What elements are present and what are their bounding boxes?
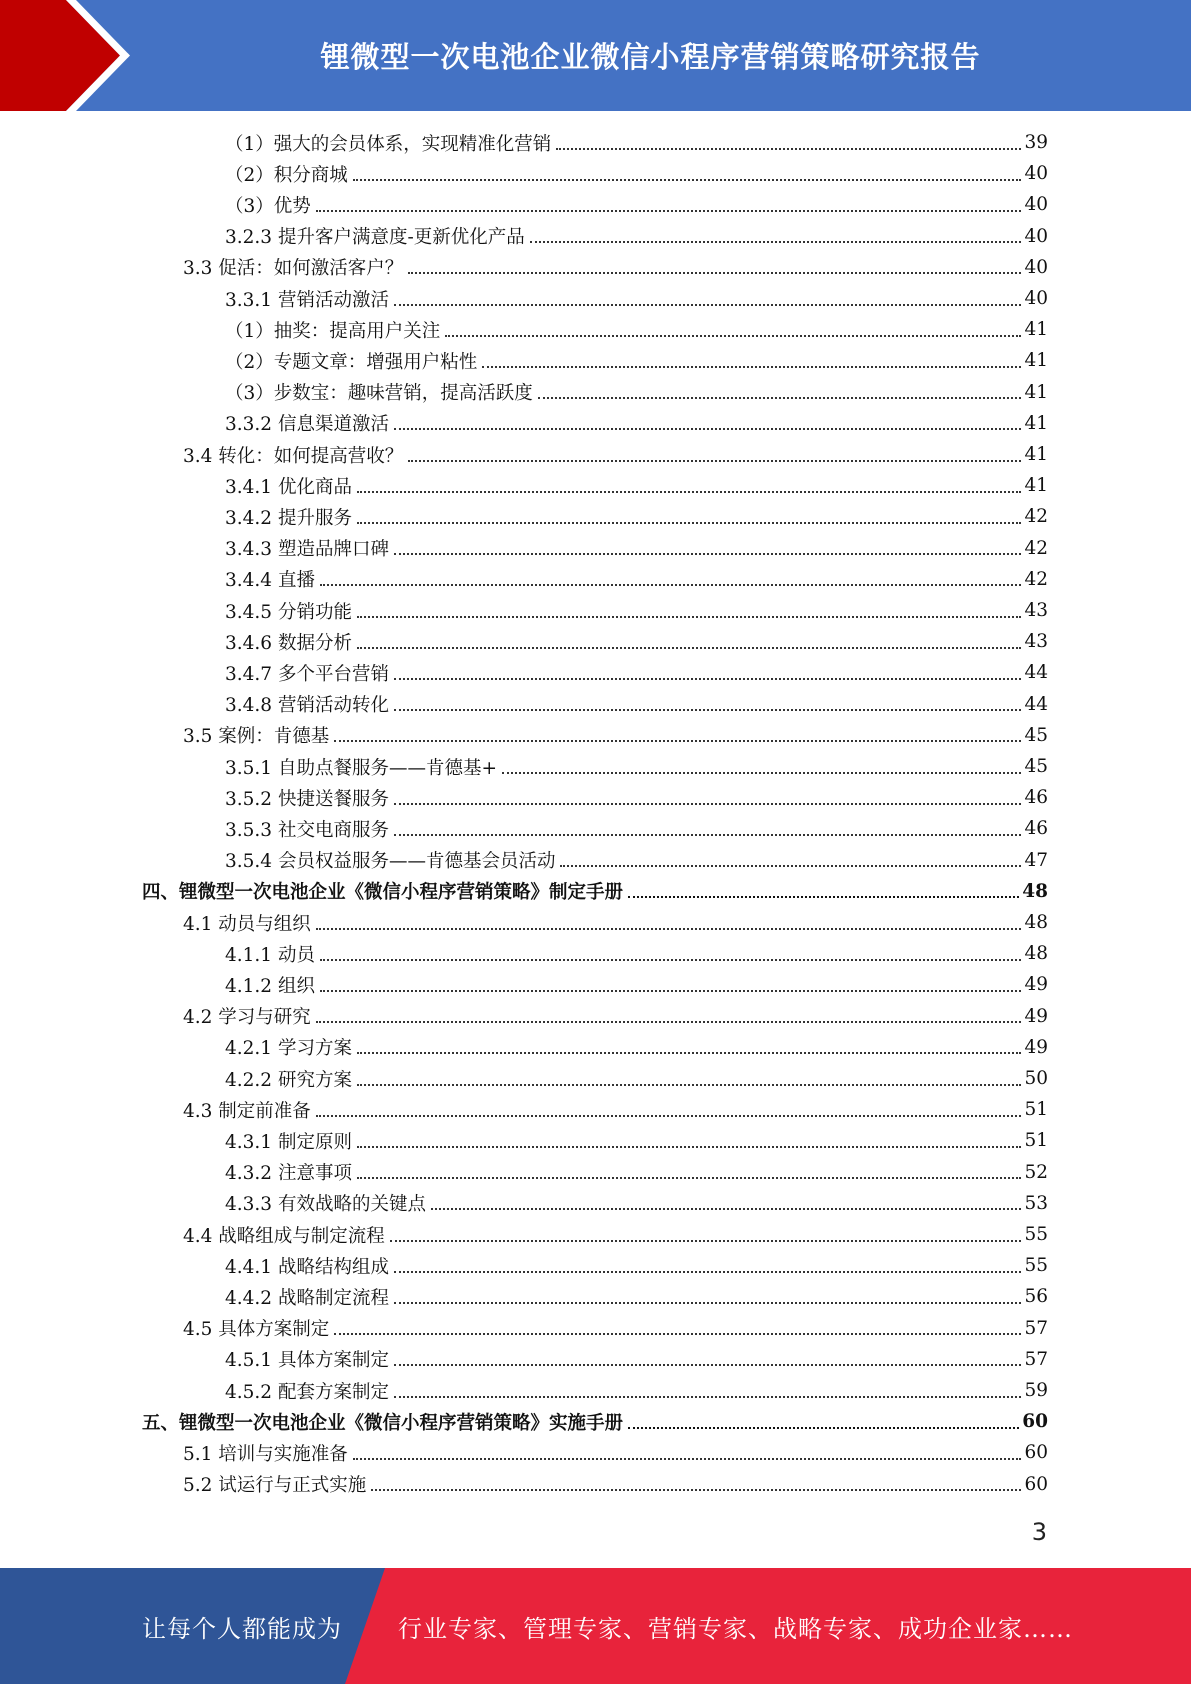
toc-entry-label: （1）抽奖：提高用户关注 (225, 320, 441, 342)
toc-entry[interactable] (225, 689, 1048, 720)
toc-entry[interactable] (225, 1344, 1048, 1375)
toc-entry-page: 40 (1024, 256, 1048, 278)
toc-entry-label: 4.4.2 战略制定流程 (225, 1287, 389, 1309)
toc-dot-leader (560, 865, 1021, 867)
toc-entry-label: 4.4.1 战略结构组成 (225, 1256, 389, 1278)
toc-entry-page: 52 (1024, 1161, 1048, 1183)
toc-dot-leader (394, 803, 1021, 805)
toc-entry[interactable] (225, 1188, 1048, 1219)
toc-entry-label: 4.1 动员与组织 (183, 913, 311, 935)
toc-entry-page: 41 (1024, 412, 1048, 434)
toc-entry-label: 3.3.2 信息渠道激活 (225, 414, 389, 436)
toc-entry[interactable] (183, 1437, 1048, 1468)
toc-entry-page: 56 (1024, 1286, 1048, 1308)
toc-entry[interactable] (225, 595, 1048, 626)
toc-entry[interactable] (183, 1001, 1048, 1032)
toc-entry-page: 42 (1024, 568, 1048, 590)
toc-entry[interactable] (225, 501, 1048, 532)
toc-entry-label: 4.2 学习与研究 (183, 1007, 311, 1029)
toc-entry-label: 3.4.6 数据分析 (225, 632, 352, 654)
toc-entry-page: 41 (1024, 319, 1048, 341)
toc-dot-leader (320, 990, 1022, 992)
toc-entry-label: 3.5.1 自助点餐服务——肯德基+ (225, 757, 497, 779)
toc-entry-label: 3.5 案例：肯德基 (183, 726, 330, 748)
toc-entry-label: 4.5.1 具体方案制定 (225, 1350, 389, 1372)
toc-entry[interactable] (225, 564, 1048, 595)
toc-entry-page: 48 (1022, 880, 1048, 902)
toc-entry[interactable] (183, 1219, 1048, 1250)
toc-entry[interactable] (225, 938, 1048, 969)
toc-entry-label: 4.1.1 动员 (225, 944, 315, 966)
toc-entry-page: 49 (1024, 974, 1048, 996)
toc-entry-page: 40 (1024, 163, 1048, 185)
toc-entry-page: 40 (1024, 225, 1048, 247)
toc-dot-leader (394, 428, 1021, 430)
toc-entry[interactable] (225, 845, 1048, 876)
toc-dot-leader (394, 1302, 1021, 1304)
toc-entry-page: 55 (1024, 1224, 1048, 1245)
toc-entry-label: 3.4.8 营销活动转化 (225, 695, 389, 717)
toc-entry-page: 42 (1024, 537, 1048, 559)
toc-dot-leader (357, 1177, 1022, 1179)
toc-entry-page: 44 (1024, 662, 1048, 684)
toc-entry-page: 60 (1024, 1473, 1048, 1495)
toc-entry[interactable] (225, 314, 1048, 345)
footer-slogan-right: 行业专家、管理专家、营销专家、战略专家、成功企业家…… (398, 1614, 1073, 1643)
toc-entry-page: 40 (1024, 194, 1048, 216)
toc-entry-label: 3.4.2 提升服务 (225, 507, 352, 529)
footer-slogan-left: 让每个人都能成为 (142, 1614, 342, 1643)
toc-entry-page: 42 (1024, 506, 1048, 528)
toc-dot-leader (334, 1333, 1021, 1335)
toc-entry-page: 43 (1024, 631, 1048, 653)
toc-entry[interactable] (183, 1094, 1048, 1125)
toc-dot-leader (394, 304, 1021, 306)
toc-entry[interactable] (225, 283, 1048, 314)
toc-entry[interactable] (225, 626, 1048, 657)
toc-entry[interactable] (183, 907, 1048, 938)
toc-entry-label: 3.4.4 直播 (225, 570, 315, 592)
page-number: 3 (1031, 1518, 1047, 1546)
toc-dot-leader (394, 678, 1021, 680)
toc-entry-label: 5.1 培训与实施准备 (183, 1443, 348, 1465)
toc-entry-label: 3.4 转化：如何提高营收？ (183, 445, 404, 467)
toc-entry[interactable] (225, 345, 1048, 376)
toc-entry-label: 4.5.2 配套方案制定 (225, 1381, 389, 1403)
toc-entry-label: 五、锂微型一次电池企业《微信小程序营销策略》实施手册 (142, 1412, 624, 1434)
toc-entry-label: 4.5 具体方案制定 (183, 1319, 330, 1341)
toc-entry-page: 57 (1024, 1348, 1048, 1370)
toc-entry-label: 3.5.4 会员权益服务——肯德基会员活动 (225, 851, 556, 873)
toc-entry-label: 4.4 战略组成与制定流程 (183, 1225, 385, 1247)
toc-entry[interactable] (225, 1032, 1048, 1063)
toc-entry[interactable] (225, 1250, 1048, 1281)
toc-dot-leader (538, 397, 1022, 399)
toc-entry[interactable] (225, 127, 1048, 158)
toc-dot-leader (316, 1115, 1022, 1117)
page-footer (0, 1568, 1191, 1684)
toc-entry[interactable] (183, 1469, 1048, 1500)
toc-entry[interactable] (183, 1313, 1048, 1344)
toc-entry[interactable] (183, 439, 1048, 470)
toc-dot-leader (357, 1052, 1022, 1054)
toc-entry-label: 3.5.3 社交电商服务 (225, 819, 389, 841)
toc-entry[interactable] (225, 158, 1048, 189)
toc-entry-label: （3）步数宝：趣味营销，提高活跃度 (225, 383, 533, 405)
toc-entry-label: 4.3 制定前准备 (183, 1100, 311, 1122)
toc-dot-leader (408, 272, 1021, 274)
toc-entry-page: 55 (1024, 1255, 1048, 1277)
toc-entry-page: 47 (1024, 849, 1048, 871)
toc-dot-leader (357, 522, 1022, 524)
toc-entry[interactable] (225, 189, 1048, 220)
toc-dot-leader (502, 772, 1021, 774)
toc-dot-leader (357, 616, 1022, 618)
toc-dot-leader (357, 1084, 1022, 1086)
toc-entry[interactable] (225, 1157, 1048, 1188)
toc-dot-leader (316, 210, 1022, 212)
toc-dot-leader (371, 1489, 1021, 1491)
toc-entry-label: 4.2.1 学习方案 (225, 1038, 352, 1060)
toc-entry[interactable] (225, 470, 1048, 501)
toc-entry-page: 41 (1024, 444, 1048, 465)
toc-entry-label: 4.3.3 有效战略的关键点 (225, 1194, 426, 1216)
toc-entry[interactable] (225, 221, 1048, 252)
toc-dot-leader (394, 1271, 1021, 1273)
toc-dot-leader (394, 1396, 1021, 1398)
toc-entry[interactable] (225, 533, 1048, 564)
toc-dot-leader (628, 1427, 1019, 1429)
toc-entry[interactable] (142, 876, 1048, 907)
toc-entry[interactable] (225, 813, 1048, 844)
toc-entry-label: （2）积分商城 (225, 164, 348, 186)
toc-dot-leader (320, 959, 1022, 961)
toc-entry[interactable] (225, 1125, 1048, 1156)
toc-entry-label: 3.2.3 提升客户满意度-更新优化产品 (225, 227, 525, 249)
toc-entry-page: 45 (1024, 756, 1048, 777)
toc-dot-leader (357, 491, 1022, 493)
toc-entry[interactable] (225, 408, 1048, 439)
toc-entry-label: 4.3.1 制定原则 (225, 1131, 352, 1153)
toc-entry[interactable] (225, 377, 1048, 408)
toc-entry-page: 46 (1024, 787, 1048, 809)
toc-entry-page: 50 (1024, 1068, 1048, 1089)
chevron-decoration-icon (0, 0, 160, 111)
toc-dot-leader (530, 241, 1022, 243)
toc-dot-leader (394, 709, 1021, 711)
toc-dot-leader (394, 834, 1021, 836)
toc-entry-page: 41 (1024, 381, 1048, 403)
toc-entry-page: 49 (1024, 1005, 1048, 1027)
toc-entry[interactable] (225, 751, 1048, 782)
toc-dot-leader (431, 1208, 1021, 1210)
toc-dot-leader (320, 584, 1022, 586)
toc-entry-label: 3.3.1 营销活动激活 (225, 289, 389, 311)
toc-entry-page: 51 (1024, 1099, 1048, 1121)
toc-entry-label: （2）专题文章：增强用户粘性 (225, 351, 478, 373)
toc-entry[interactable] (225, 969, 1048, 1000)
toc-entry-label: 3.4.7 多个平台营销 (225, 663, 389, 685)
toc-entry-page: 40 (1024, 288, 1048, 309)
toc-entry[interactable] (225, 1375, 1048, 1406)
toc-dot-leader (482, 366, 1021, 368)
toc-entry[interactable] (142, 1406, 1048, 1437)
toc-entry-page: 46 (1024, 818, 1048, 840)
toc-entry[interactable] (225, 657, 1048, 688)
toc-entry-page: 41 (1024, 475, 1048, 497)
toc-entry-label: 5.2 试运行与正式实施 (183, 1475, 367, 1497)
toc-entry-label: （3）优势 (225, 195, 311, 217)
toc-entry-label: 4.3.2 注意事项 (225, 1163, 352, 1185)
toc-entry-page: 60 (1024, 1442, 1048, 1464)
toc-entry-label: 3.4.1 优化商品 (225, 476, 352, 498)
toc-entry[interactable] (225, 1063, 1048, 1094)
toc-entry[interactable] (183, 720, 1048, 751)
toc-dot-leader (390, 1240, 1022, 1242)
toc-entry-page: 57 (1024, 1317, 1048, 1339)
toc-entry[interactable] (225, 782, 1048, 813)
toc-dot-leader (357, 1146, 1022, 1148)
toc-entry-label: 4.2.2 研究方案 (225, 1069, 352, 1091)
toc-dot-leader (628, 896, 1019, 898)
toc-entry-label: 3.4.5 分销功能 (225, 601, 352, 623)
toc-entry[interactable] (225, 1281, 1048, 1312)
toc-entry-label: 四、锂微型一次电池企业《微信小程序营销策略》制定手册 (142, 882, 624, 904)
toc-entry-page: 48 (1024, 912, 1048, 933)
toc-entry-page: 39 (1024, 132, 1048, 153)
toc-dot-leader (445, 335, 1021, 337)
toc-entry-label: 4.1.2 组织 (225, 975, 315, 997)
toc-entry-page: 48 (1024, 943, 1048, 965)
toc-dot-leader (353, 179, 1022, 181)
toc-entry-label: 3.4.3 塑造品牌口碑 (225, 539, 389, 561)
document-title: 锂微型一次电池企业微信小程序营销策略研究报告 (320, 40, 981, 74)
page-header (0, 0, 1191, 111)
toc-entry-label: 3.5.2 快捷送餐服务 (225, 788, 389, 810)
toc-dot-leader (357, 647, 1022, 649)
toc-entry-page: 49 (1024, 1036, 1048, 1058)
toc-dot-leader (408, 460, 1021, 462)
toc-entry-page: 41 (1024, 350, 1048, 372)
toc-entry-label: 3.3 促活：如何激活客户？ (183, 258, 404, 280)
toc-entry-label: （1）强大的会员体系，实现精准化营销 (225, 133, 552, 155)
toc-dot-leader (334, 740, 1021, 742)
toc-entry-page: 53 (1024, 1192, 1048, 1214)
toc-dot-leader (316, 928, 1022, 930)
toc-entry-page: 45 (1024, 724, 1048, 746)
toc-entry-page: 51 (1024, 1130, 1048, 1152)
toc-entry-page: 44 (1024, 693, 1048, 715)
toc-entry-page: 59 (1024, 1380, 1048, 1401)
toc-entry-page: 60 (1022, 1411, 1048, 1433)
toc-entry-page: 43 (1024, 600, 1048, 621)
toc-dot-leader (394, 1364, 1021, 1366)
toc-dot-leader (353, 1458, 1022, 1460)
toc-dot-leader (556, 148, 1021, 150)
toc-dot-leader (316, 1021, 1022, 1023)
toc-dot-leader (394, 553, 1021, 555)
toc-entry[interactable] (183, 252, 1048, 283)
